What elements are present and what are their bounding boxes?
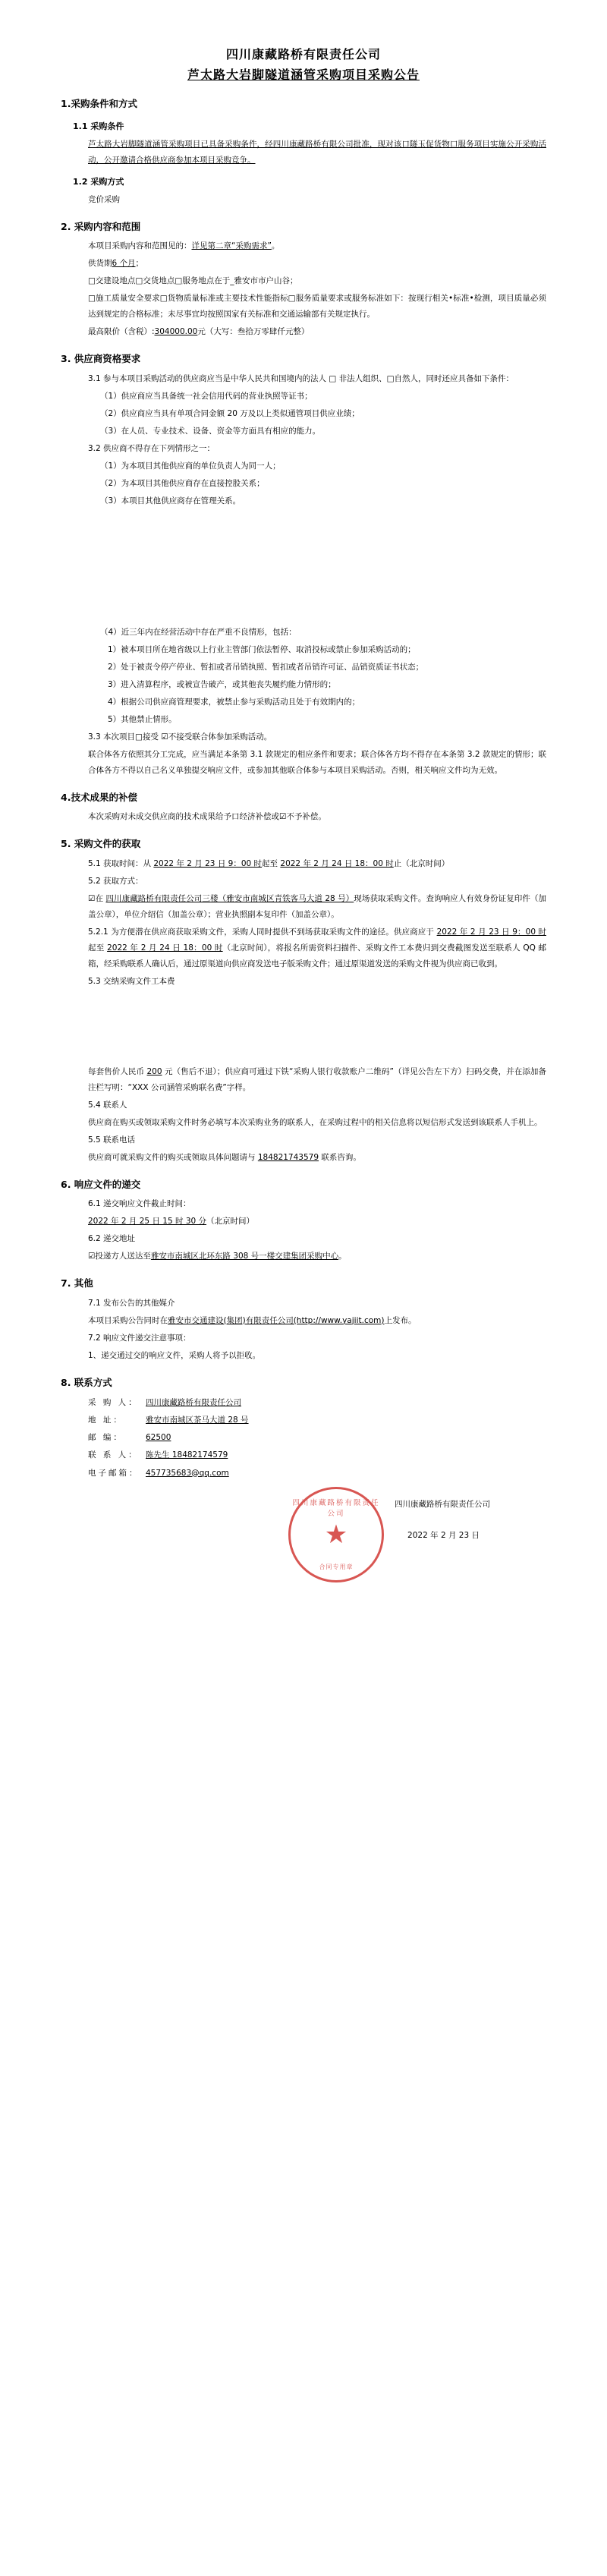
paragraph-7-1: 7.1 发布公告的其他媒介 (88, 1298, 175, 1308)
contact-value-email: 457735683@qq.com (146, 1468, 229, 1478)
acquire-start-time: 2022 年 2 月 23 日 9：00 时 (153, 858, 263, 868)
media-post: 上发布。 (384, 1315, 417, 1325)
contact-row (61, 1465, 546, 1482)
submission-address: 雅安市南城区北环东路 308 号一楼交建集团采购中心 (150, 1252, 339, 1261)
paragraph-4-1: 本次采购对未成交供应商的技术成果给予口经济补偿或☑不予补偿。 (88, 812, 326, 822)
paragraph-7-2-body: 1、递交通过交的响应文件，采购人将予以拒收。 (88, 1350, 261, 1360)
contact-label: 联 系 人： (88, 1450, 139, 1460)
page-subtitle: 芦太路大岩脚隧道涵管采购项目采购公告 (187, 68, 420, 83)
paragraph-3-1-a1: （1）供应商应当具备统一社会信用代码的营业执照等证书； (100, 391, 313, 401)
contact-phone-number: 184821743579 (257, 1152, 319, 1162)
section-heading-5: 5. 采购文件的获取 (61, 838, 141, 850)
paragraph-2-1-link: 详见第二章“采购需求” (191, 241, 272, 251)
section-heading-6: 6. 响应文件的递交 (61, 1178, 141, 1190)
acquire-end-time: 2022 年 2 月 24 日 18：00 时 (280, 858, 394, 868)
submission-deadline-post: （北京时间） (206, 1217, 255, 1227)
contact-value-postcode: 62500 (146, 1433, 171, 1443)
contact-phone-pre: 供应商可就采购文件的购买或领取具体问题请与 (88, 1152, 258, 1162)
max-price-post: 元（大写：叁拾万零肆仟元整） (197, 327, 310, 337)
paragraph-5-4-body: 供应商在购买或领取采购文件时务必填写本次采购业务的联系人，在采购过程中的相关信息将以短信形式发送到该联系人手机上。 (88, 1117, 543, 1127)
section-heading-1-1: 1.1 采购条件 (73, 121, 124, 131)
paragraph-6-1: 6.1 递交响应文件截止时间： (88, 1199, 191, 1209)
acquire-time-mid: 起至 (262, 858, 281, 868)
acquire-place-post: 现场获取采购文件。查询响应人有效身份证复印件（加盖公章），单位介绍信（加盖公章）；营业执照副本复印件（加盖公章）。 (88, 893, 546, 919)
doc-fee-pre: 每套售价人民币 (88, 1066, 147, 1076)
paragraph-2-2-post: ； (135, 259, 144, 269)
contact-row (61, 1447, 546, 1464)
contact-label: 电子邮箱： (88, 1468, 140, 1478)
contact-value-person: 陈先生 18482174579 (146, 1450, 228, 1460)
paragraph-5-4: 5.4 联系人 (88, 1100, 127, 1110)
contact-phone-post: 联系咨询。 (319, 1152, 361, 1162)
remote-acquire-post: （北京时间），将报名所需资料扫描件、采购文件工本费归到交费截图发送至联系人 QQ 邮箱，经采购联系人确认后，通过原渠道向供应商发送电子版采购文件；通过原渠道发送的采购文件视为供应商已收到。 (88, 943, 547, 968)
project-name-underlined: 芦太路大岩脚隧道涵管采购项目已具备采购条件，经四川康藏路桥有限公司批准，现对该口隧玉促货物口服务项目实施公开采购活动，公开邀请合格供应商参加本项目采购竞争。 (88, 139, 546, 165)
section-heading-8: 8. 联系方式 (61, 1376, 112, 1388)
paragraph-2-1-pre: 本项目采购内容和范围见的： (88, 241, 192, 251)
seal-top-text: 四川康藏路桥有限责任公司 (292, 1498, 380, 1518)
paragraph-2-5 (61, 324, 546, 340)
media-pre: 本项目采购公告同时在 (88, 1315, 168, 1325)
paragraph-5-1 (61, 856, 546, 872)
media-website-link[interactable]: 雅安市交通建设(集团)有限责任公司(http://www.yajiit.com) (168, 1315, 385, 1325)
paragraph-3-2: 3.2 供应商不得存在下列情形之一： (88, 443, 215, 453)
supply-period-value: 6 个月 (112, 259, 136, 269)
acquire-place-address: 四川康藏路桥有限责任公司三楼（雅安市南城区青铁客马大道 28 号） (105, 893, 354, 903)
paragraph-3-2-d1: 1）被本项目所在地省级以上行业主管部门依法暂停、取消投标或禁止参加采购活动的； (108, 644, 416, 654)
submission-address-post: 。 (338, 1252, 347, 1261)
paragraph-2-2-pre: 供货期 (88, 259, 112, 269)
paragraph-3-2-d2: 2）处于被责令停产停业、暂扣或者吊销执照、暂扣或者吊销许可证、品销资质证书状态； (108, 662, 424, 672)
section-heading-1: 1.采购条件和方式 (61, 98, 137, 110)
seal-star-icon: ★ (324, 1519, 348, 1550)
contact-label: 地 址： (88, 1416, 124, 1425)
paragraph-2-2 (61, 256, 546, 272)
paragraph-6-1-value (61, 1214, 546, 1230)
contact-label: 采 购 人： (88, 1398, 139, 1408)
remote-start-time: 2022 年 2 月 23 日 9：00 时 (436, 927, 547, 937)
acquire-place-pre: ☑在 (88, 893, 106, 903)
paragraph-7-2: 7.2 响应文件递交注意事项： (88, 1333, 191, 1343)
paragraph-3-1: 3.1 参与本项目采购活动的供应商应当是中华人民共和国境内的法人 □ 非法人组织、□自然人，同时还应具备如下条件： (88, 373, 514, 383)
paragraph-5-3: 5.3 交纳采购文件工本费 (88, 976, 175, 986)
signature-company: 四川康藏路桥有限责任公司 (395, 1499, 490, 1509)
contact-label: 邮 编： (88, 1433, 124, 1443)
seal-bottom-text: 合同专用章 (319, 1563, 354, 1570)
signature-date: 2022 年 2 月 23 日 (407, 1530, 480, 1540)
remote-acquire-pre: 5.2.1 为方便潜在供应商获取采购文件，采购人同时提供不到场获取采购文件的途径。供应商应于 (88, 927, 437, 937)
acquire-time-post: 止（北京时间） (393, 858, 450, 868)
paragraph-3-1-a3: （3）在人员、专业技术、设备、资金等方面具有相应的能力。 (100, 426, 321, 436)
remote-acquire-mid: 起至 (88, 943, 108, 953)
doc-fee-post: 元（售后不退）；供应商可通过下铁“采购人银行收款账户二维码”（详见公告左下方）扫码交费，并在添加备注栏写明：“XXX 公司涵管采购联名费”字样。 (88, 1066, 547, 1092)
submission-deadline: 2022 年 2 月 25 日 15 时 30 分 (88, 1217, 207, 1227)
paragraph-3-2-b1: （1）为本项目其他供应商的单位负责人为同一人； (100, 461, 281, 471)
paragraph-3-2-d3: 3）进入清算程序，或被宣告破产，或其他丧失履约能力情形的； (108, 679, 336, 689)
paragraph-3-2-b2: （2）为本项目其他供应商存在直接控股关系； (100, 478, 265, 488)
section-heading-1-2: 1.2 采购方式 (73, 176, 124, 187)
paragraph-5-3-body (61, 1064, 546, 1096)
max-price-label: 最高限价（含税）: (88, 327, 155, 337)
section-heading-7: 7. 其他 (61, 1277, 93, 1290)
paragraph-3-3: 3.3 本次项目□接受 ☑不接受联合体参加采购活动。 (88, 732, 272, 742)
signature-area (61, 1485, 546, 1584)
paragraph-2-1 (61, 238, 546, 254)
paragraph-6-2: 6.2 递交地址 (88, 1234, 136, 1244)
paragraph-5-5: 5.5 联系电话 (88, 1135, 136, 1145)
contact-row (61, 1429, 546, 1447)
company-seal-icon (288, 1487, 384, 1582)
paragraph-3-2-d5: 5）其他禁止情形。 (108, 714, 177, 724)
paragraph-1-1-1 (61, 137, 546, 168)
section-heading-3: 3. 供应商资格要求 (61, 353, 141, 365)
section-heading-2: 2. 采购内容和范围 (61, 220, 141, 232)
paragraph-2-1-post: 。 (271, 241, 280, 251)
paragraph-3-1-a2: （2）供应商应当具有单项合同金额 20 万及以上类似通管项目供应业绩； (100, 408, 360, 418)
max-price-value: 304000.00 (154, 327, 198, 337)
doc-fee-amount: 200 (146, 1066, 162, 1076)
paragraph-6-2-body (61, 1249, 546, 1264)
acquire-time-pre: 5.1 获取时间：从 (88, 858, 154, 868)
contact-value-address: 雅安市南城区茶马大道 28 号 (146, 1416, 249, 1425)
paragraph-2-3: □交建设地点□交货地点□服务地点在于_雅安市市户山谷； (88, 276, 298, 286)
paragraph-5-2-body (61, 891, 546, 923)
remote-end-time: 2022 年 2 月 24 日 18：00 时 (107, 943, 223, 953)
paragraph-7-1-body (61, 1313, 546, 1329)
page-title: 四川康藏路桥有限责任公司 (225, 47, 381, 61)
paragraph-3-2-d4: 4）根据公司供应商管理要求，被禁止参与采购活动且处于有效期内的； (108, 697, 360, 707)
paragraph-3-2-c4: （4）近三年内在经营活动中存在严重不良情形，包括： (100, 627, 297, 637)
paragraph-1-2-1: 竞价采购 (88, 194, 120, 204)
page-break-gap-2 (61, 991, 546, 1064)
paragraph-5-5-body (61, 1150, 546, 1166)
page-break-gap-1 (61, 511, 546, 625)
paragraph-2-4: □施工质量安全要求□货物质量标准或主要技术性能指标□服务质量要求或服务标准如下：按现行相关•标准•检测，项目质量必须达到规定的合格标准；未尽事宜均按照国家有关标准和交通运输部有关规定执行。 (88, 294, 546, 320)
section-heading-4: 4.技术成果的补偿 (61, 791, 137, 803)
document-title-block (61, 44, 546, 85)
paragraph-3-3-note: 联合体各方依照其分工完成，应当满足本条第 3.1 款规定的相应条件和要求；联合体各方均不得存在本条第 3.2 款规定的情形；联合体各方不得以自己名义单独提交响应文件，或参加其他联合体参与本项目采购活动。否则，相关响应文件均为无效。 (88, 749, 546, 775)
paragraph-5-2: 5.2 获取方式： (88, 876, 143, 886)
paragraph-5-2-1 (61, 924, 546, 972)
paragraph-3-2-b3: （3）本项目其他供应商存在管理关系。 (100, 496, 241, 505)
submission-address-pre: ☑投递方人送达至 (88, 1252, 151, 1261)
contact-row (61, 1412, 546, 1429)
contact-value-purchaser: 四川康藏路桥有限责任公司 (146, 1398, 241, 1408)
contact-row (61, 1394, 546, 1412)
